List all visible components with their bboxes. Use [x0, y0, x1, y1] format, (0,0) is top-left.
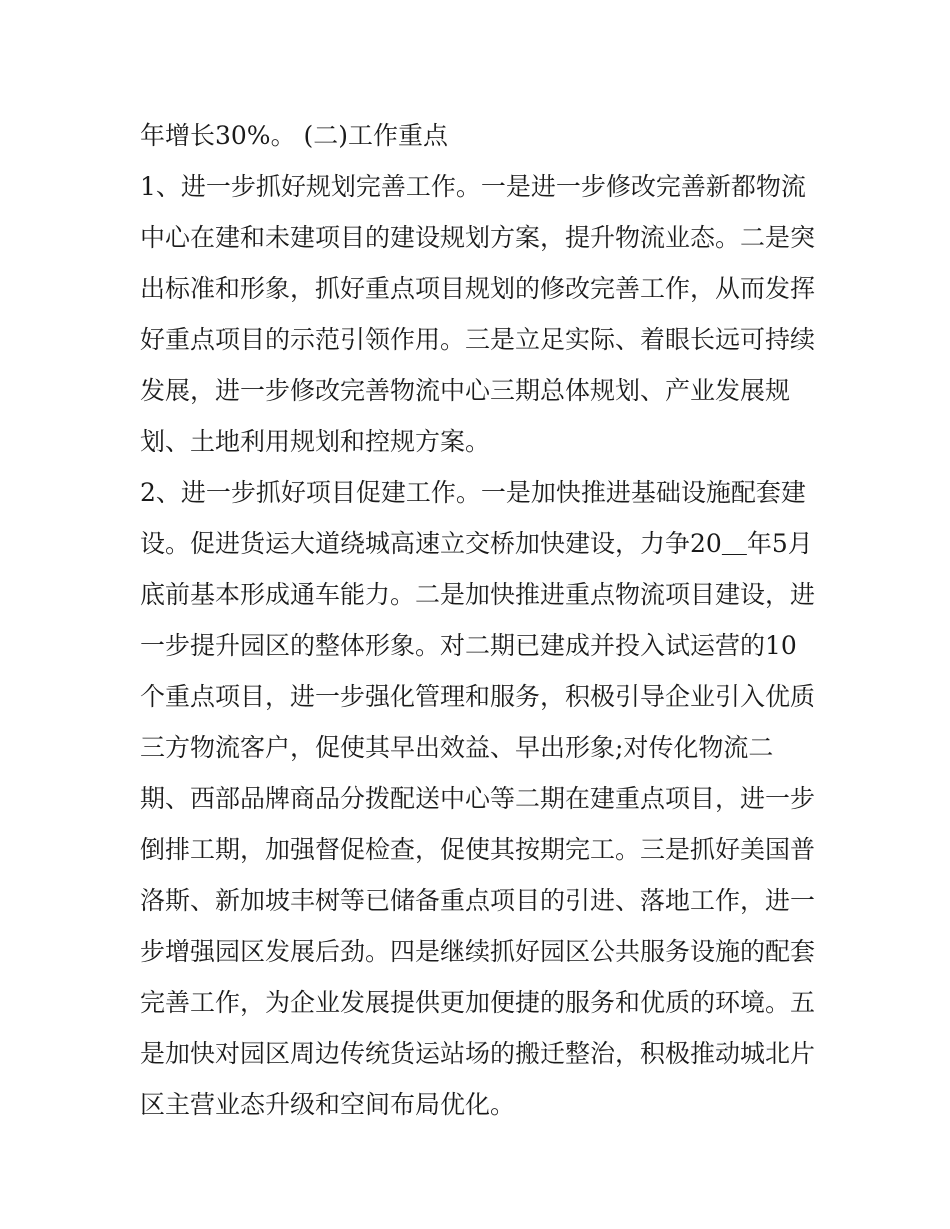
- text-line: 划、土地利用规划和控规方案。: [140, 427, 491, 456]
- text-line: 设。促进货运大道绕城高速立交桥加快建设，力争20＿年5月: [140, 529, 813, 558]
- text-line: 2、进一步抓好项目促建工作。一是加快推进基础设施配套建: [140, 478, 806, 507]
- text-line: 个重点项目，进一步强化管理和服务，积极引导企业引入优质: [140, 682, 816, 711]
- text-line: 底前基本形成通车能力。二是加快推进重点物流项目建设，进: [140, 580, 816, 609]
- text-line: 完善工作，为企业发展提供更加便捷的服务和优质的环境。五: [140, 988, 816, 1017]
- text-line: 步增强园区发展后劲。四是继续抓好园区公共服务设施的配套: [140, 937, 816, 966]
- text-line: 中心在建和未建项目的建设规划方案，提升物流业态。二是突: [140, 223, 816, 252]
- text-line: 发展，进一步修改完善物流中心三期总体规划、产业发展规: [140, 376, 791, 405]
- text-line: 区主营业态升级和空间布局优化。: [140, 1090, 516, 1119]
- text-line: 出标准和形象，抓好重点项目规划的修改完善工作，从而发挥: [140, 274, 816, 303]
- text-line: 洛斯、新加坡丰树等已储备重点项目的引进、落地工作，进一: [140, 886, 816, 915]
- text-line: 1、进一步抓好规划完善工作。一是进一步修改完善新都物流: [140, 172, 806, 201]
- document-body: [140, 110, 820, 1130]
- text-line: 是加快对园区周边传统货运站场的搬迁整治，积极推动城北片: [140, 1039, 816, 1068]
- text-line: 年增长30%。 (二)工作重点: [140, 121, 449, 150]
- text-line: 好重点项目的示范引领作用。三是立足实际、着眼长远可持续: [140, 325, 816, 354]
- text-line: 倒排工期，加强督促检查，促使其按期完工。三是抓好美国普: [140, 835, 816, 864]
- text-line: 一步提升园区的整体形象。对二期已建成并投入试运营的10: [140, 631, 797, 660]
- text-line: 三方物流客户，促使其早出效益、早出形象;对传化物流二: [140, 733, 774, 762]
- text-line: 期、西部品牌商品分拨配送中心等二期在建重点项目，进一步: [140, 784, 816, 813]
